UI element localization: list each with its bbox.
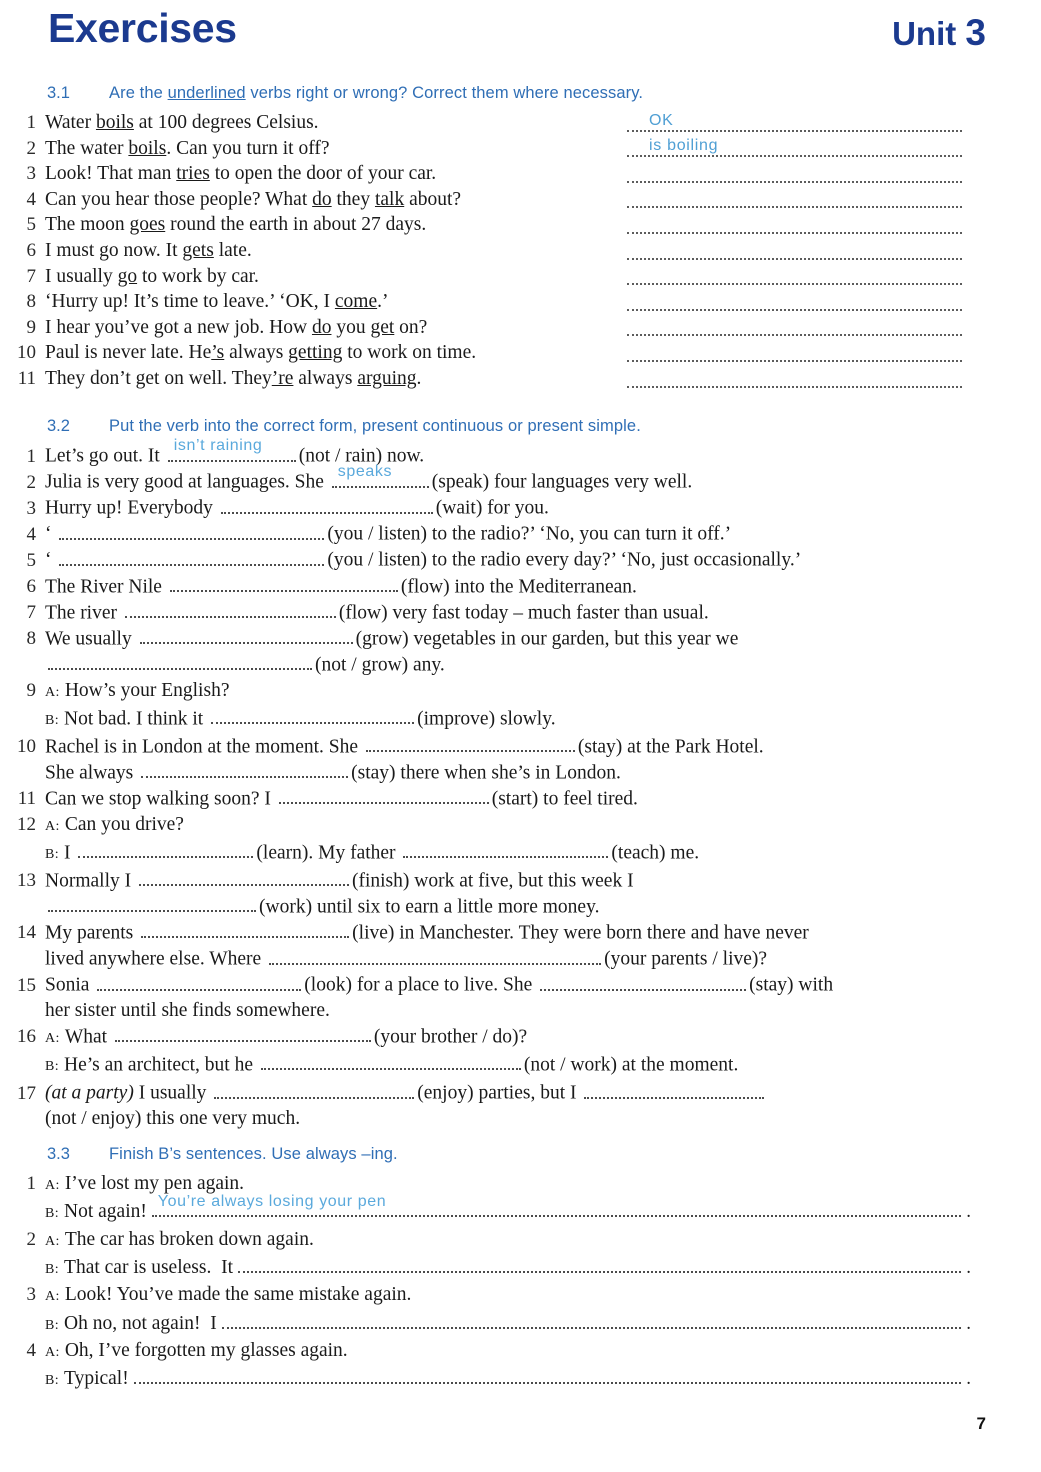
item-number: 10 — [17, 342, 36, 364]
item-sentence — [45, 136, 630, 162]
sentence-text: They don’t get on well. They — [45, 367, 272, 389]
sentence-text: Hurry up! Everybody — [45, 497, 218, 519]
item-number: 6 — [26, 576, 36, 598]
item-sentence — [45, 289, 630, 315]
sentence-text: . Can you turn it off? — [166, 137, 330, 159]
handwritten-answer: speaks — [337, 463, 393, 481]
instruction-part-1: Are the — [109, 84, 168, 102]
exercise-item — [0, 1227, 1041, 1255]
sentence-text: . — [416, 367, 422, 389]
exercise-item — [0, 521, 1041, 547]
answer-blank[interactable] — [540, 972, 746, 991]
sentence-text: round the earth in about 27 days. — [165, 214, 427, 236]
item-number: 12 — [17, 814, 36, 836]
answer-blank[interactable] — [170, 574, 398, 593]
sentence-text: ‘ — [45, 549, 57, 571]
sentence-text: her sister until she finds somewhere. — [45, 1000, 330, 1022]
sentence-text: I’ve lost my pen again. — [64, 1173, 245, 1194]
item-sentence — [45, 264, 630, 290]
item-number: 10 — [17, 736, 36, 758]
exercise-item — [0, 1282, 1041, 1310]
item-sentence — [45, 574, 993, 600]
item-number: 2 — [26, 471, 36, 493]
item-number: 1 — [26, 112, 36, 133]
sentence-text: ‘ — [45, 523, 57, 545]
item-number: 11 — [17, 788, 36, 810]
item-number: 1 — [26, 445, 36, 467]
item-number: 11 — [17, 367, 36, 389]
exercise-item-continuation — [0, 1052, 1041, 1080]
dialogue-line-b — [45, 1254, 971, 1282]
sentence-text: How’s your English? — [64, 679, 230, 701]
sentence-text: Can you drive? — [64, 814, 184, 836]
sentence-terminator: . — [966, 1312, 971, 1334]
item-sentence — [45, 340, 630, 366]
exercise-item-continuation — [0, 998, 1041, 1024]
answer-blank[interactable] — [403, 840, 608, 859]
exercise-item — [0, 1080, 1041, 1106]
dialogue-line-b — [45, 1366, 971, 1394]
answer-blank[interactable] — [584, 1080, 764, 1099]
sentence-text: (stay) at the Park Hotel. — [577, 736, 764, 758]
sentence-text: always — [293, 367, 358, 389]
exercise-item-continuation — [0, 946, 1041, 972]
item-number: 1 — [26, 1173, 36, 1194]
answer-blank[interactable] — [214, 1080, 414, 1099]
answer-blank[interactable] — [140, 626, 353, 645]
speaker-label: A: — [45, 819, 60, 835]
answer-blank-line[interactable] — [627, 110, 962, 136]
handwritten-answer: OK — [649, 111, 674, 129]
sentence-text: He’s an architect, but he — [64, 1054, 258, 1076]
underlined-verb: do — [312, 188, 332, 210]
sentence-text: (not / grow) any. — [315, 654, 445, 676]
underlined-verb: get — [370, 316, 395, 338]
exercise-item — [0, 600, 1041, 626]
speaker-label: A: — [45, 1031, 60, 1047]
sentence-text: (stay) there when she’s in London. — [351, 762, 621, 784]
answer-blank[interactable] — [59, 547, 324, 566]
underlined-verb: getting — [288, 342, 343, 364]
answer-blank[interactable] — [97, 972, 301, 991]
sentence-text: (look) for a place to live. She — [304, 974, 538, 996]
sentence-text: I usually — [133, 1082, 212, 1104]
exercise-3-1-heading — [0, 84, 1041, 103]
exercise-item — [0, 463, 1041, 495]
sentence-text: (flow) very fast today – much faster than usual. — [338, 602, 709, 624]
item-number: 5 — [26, 214, 36, 236]
item-sentence — [45, 436, 993, 469]
sentence-text: Oh no, not again! I — [64, 1312, 222, 1334]
exercise-item-continuation — [0, 894, 1041, 920]
item-sentence — [45, 212, 630, 238]
sentence-text: What — [64, 1026, 112, 1048]
handwritten-answer: isn’t raining — [173, 436, 263, 454]
exercise-3-2-heading — [0, 417, 1041, 436]
item-sentence — [45, 678, 993, 706]
answer-blank[interactable] — [141, 920, 349, 939]
sentence-text: ‘Hurry up! It’s time to leave.’ ‘OK, I — [45, 291, 335, 313]
speaker-label: B: — [45, 847, 60, 863]
sentence-text: you — [331, 316, 371, 338]
sentence-text: Look! That man — [45, 163, 177, 185]
sentence-text: Can we stop walking soon? I — [45, 788, 276, 810]
item-sentence — [45, 894, 993, 920]
speaker-label: B: — [45, 1059, 60, 1075]
sentence-text: always — [224, 342, 289, 364]
sentence-text: (teach) me. — [611, 842, 700, 864]
underlined-verb: come — [334, 291, 378, 313]
sentence-text: The moon — [45, 214, 130, 236]
exercise-3-3-items — [0, 1171, 1041, 1394]
unit-label — [892, 14, 986, 51]
underlined-verb: gets — [182, 239, 214, 261]
sentence-text: (not / work) at the moment. — [523, 1054, 739, 1076]
exercise-3-1-items — [0, 110, 1041, 392]
answer-blank-line[interactable] — [627, 366, 962, 392]
dialogue-line-b — [45, 1192, 971, 1227]
exercise-item — [0, 972, 1041, 998]
exercise-item — [0, 547, 1041, 573]
sentence-text: Can you hear those people? What — [45, 188, 313, 210]
underlined-verb: go — [117, 265, 138, 287]
sentence-text: (live) in Manchester. They were born there and have never — [352, 922, 809, 944]
sentence-text: Typical! — [64, 1368, 134, 1390]
sentence-text: on? — [394, 316, 428, 338]
item-sentence — [45, 366, 630, 392]
sentence-text: Normally I — [45, 870, 136, 892]
speaker-label: A: — [45, 1178, 60, 1193]
dialogue-line-a — [45, 1282, 971, 1310]
item-number: 3 — [26, 163, 36, 185]
item-number: 4 — [26, 188, 36, 210]
dialogue-line-a — [45, 1227, 971, 1255]
answer-blank[interactable] — [78, 840, 253, 859]
exercise-3-3-heading — [0, 1145, 1041, 1164]
sentence-text: to open the door of your car. — [209, 163, 437, 185]
item-sentence — [45, 238, 630, 264]
exercise-item — [0, 495, 1041, 521]
sentence-text: We usually — [45, 628, 137, 650]
exercise-item — [0, 868, 1041, 894]
answer-blank[interactable] — [48, 652, 312, 671]
answer-blank[interactable] — [261, 1052, 521, 1071]
item-sentence — [45, 760, 993, 786]
underlined-verb: ’re — [271, 367, 294, 389]
answer-blank[interactable] — [269, 946, 601, 965]
sentence-text: Not again! — [64, 1201, 152, 1223]
exercise-item-continuation — [0, 706, 1041, 734]
item-number: 4 — [26, 523, 36, 545]
page-number: 7 — [976, 1414, 986, 1433]
item-sentence — [45, 521, 993, 547]
item-number: 16 — [17, 1026, 36, 1048]
sentence-terminator: . — [966, 1368, 971, 1390]
instruction-underlined-word: underlined — [167, 84, 246, 102]
speaker-label: B: — [45, 1317, 60, 1333]
sentence-text: Julia is very good at languages. She — [45, 471, 329, 493]
exercise-3-3-instruction: Finish B’s sentences. Use always –ing. — [109, 1145, 398, 1163]
dialogue-line-b — [45, 1310, 971, 1338]
speaker-label: B: — [45, 1206, 60, 1222]
sentence-text: at 100 degrees Celsius. — [133, 112, 319, 133]
item-number: 8 — [26, 628, 36, 650]
speaker-label: A: — [45, 1345, 60, 1361]
exercise-item-continuation — [0, 1366, 1041, 1394]
item-sentence — [45, 1106, 993, 1132]
sentence-text: (improve) slowly. — [417, 708, 556, 730]
exercise-3-1 — [0, 84, 1041, 392]
sentence-text: Look! You’ve made the same mistake again. — [64, 1284, 412, 1306]
sentence-text: (stay) with — [749, 974, 834, 996]
answer-blank-line[interactable] — [627, 238, 962, 264]
exercise-3-2-items — [0, 436, 1041, 1132]
exercise-item-continuation — [0, 1254, 1041, 1282]
exercise-3-3 — [0, 1145, 1041, 1394]
exercise-3-3-number: 3.3 — [47, 1145, 70, 1163]
sentence-text: (wait) for you. — [435, 497, 549, 519]
item-number: 6 — [26, 239, 36, 261]
exercise-item — [0, 436, 1041, 469]
answer-blank[interactable] — [59, 521, 324, 540]
item-number: 9 — [26, 316, 36, 338]
sentence-text: Rachel is in London at the moment. She — [45, 736, 363, 758]
item-sentence — [45, 315, 630, 341]
underlined-verb: goes — [129, 214, 166, 236]
speaker-label: A: — [45, 1289, 60, 1305]
exercise-item — [0, 920, 1041, 946]
sentence-text: Paul is never late. He — [45, 342, 212, 364]
exercise-item-continuation — [0, 652, 1041, 678]
item-sentence — [45, 1052, 993, 1080]
item-sentence — [45, 786, 993, 812]
answer-blank[interactable] — [139, 868, 349, 887]
item-sentence — [45, 547, 993, 573]
exercise-item — [0, 1171, 1041, 1199]
sentence-text: I — [64, 842, 76, 864]
item-number: 2 — [26, 1228, 36, 1250]
underlined-verb: do — [311, 316, 332, 338]
sentence-text: (your brother / do)? — [373, 1026, 528, 1048]
item-number: 7 — [26, 265, 36, 287]
sentence-text: (not / enjoy) this one very much. — [45, 1108, 301, 1130]
sentence-text: to work on time. — [342, 342, 477, 364]
exercise-item — [0, 734, 1041, 760]
sentence-text: My parents — [45, 922, 139, 944]
handwritten-answer: You’re always losing your pen — [157, 1192, 387, 1210]
exercise-item — [0, 574, 1041, 600]
speaker-label: B: — [45, 1373, 60, 1389]
sentence-text: That car is useless. It — [64, 1256, 238, 1278]
item-number: 3 — [26, 1284, 36, 1306]
item-sentence — [45, 734, 993, 760]
sentence-text: The car has broken down again. — [64, 1228, 314, 1250]
sentence-text: I hear you’ve got a new job. How — [45, 316, 312, 338]
exercise-item-continuation — [0, 1192, 1041, 1227]
sentence-text: (not / rain) now. — [298, 445, 425, 467]
sentence-text: late. — [213, 239, 252, 261]
exercise-item — [0, 786, 1041, 812]
sentence-text: (grow) vegetables in our garden, but this year we — [355, 628, 739, 650]
answer-blank[interactable] — [168, 436, 296, 462]
sentence-text: Oh, I’ve forgotten my glasses again. — [64, 1340, 348, 1362]
speaker-label: B: — [45, 713, 60, 729]
answer-blank-line[interactable] — [627, 340, 962, 366]
answer-blank[interactable] — [134, 1366, 962, 1385]
dialogue-line-a — [45, 1338, 971, 1366]
item-sentence — [45, 187, 630, 213]
exercise-item-continuation — [0, 1310, 1041, 1338]
sentence-terminator: . — [966, 1256, 971, 1278]
sentence-text: The River Nile — [45, 576, 167, 598]
item-number: 15 — [17, 974, 36, 996]
answer-blank-line[interactable] — [627, 161, 962, 187]
item-number: 4 — [26, 1340, 36, 1362]
unit-number: 3 — [965, 12, 986, 53]
item-sentence — [45, 161, 630, 187]
exercise-item-continuation — [0, 840, 1041, 868]
item-sentence — [45, 495, 993, 521]
speaker-label: A: — [45, 684, 60, 700]
page-header — [48, 5, 986, 68]
item-sentence — [45, 972, 993, 998]
handwritten-answer: is boiling — [649, 137, 719, 155]
exercise-item-continuation — [0, 760, 1041, 786]
item-sentence — [45, 946, 993, 972]
speaker-label: A: — [45, 1233, 60, 1249]
sentence-text: (enjoy) parties, but I — [417, 1082, 582, 1104]
item-sentence — [45, 840, 993, 868]
answer-blank[interactable] — [125, 600, 336, 619]
answer-blank[interactable] — [221, 495, 433, 514]
exercise-item — [0, 812, 1041, 840]
item-sentence — [45, 920, 993, 946]
exercise-item — [0, 1024, 1041, 1052]
answer-blank[interactable] — [279, 786, 489, 805]
exercise-item — [0, 1338, 1041, 1366]
sentence-text: (you / listen) to the radio?’ ‘No, you can turn it off.’ — [327, 523, 732, 545]
sentence-text: (you / listen) to the radio every day?’ ‘No, just occasionally.’ — [327, 549, 802, 571]
sentence-text: (learn). My father — [256, 842, 401, 864]
answer-blank[interactable] — [211, 706, 414, 725]
item-number: 8 — [26, 291, 36, 313]
sentence-text: The river — [45, 602, 122, 624]
item-sentence — [45, 1024, 993, 1052]
item-number: 13 — [17, 870, 36, 892]
sentence-text: about? — [404, 188, 462, 210]
item-sentence — [45, 626, 993, 652]
item-number: 14 — [17, 922, 36, 944]
item-sentence — [45, 1080, 993, 1106]
answer-blank[interactable] — [222, 1310, 962, 1329]
sentence-text: (speak) four languages very well. — [431, 471, 693, 493]
answer-blank[interactable] — [332, 463, 429, 488]
sentence-text: (your parents / live)? — [604, 948, 768, 970]
underlined-verb: tries — [176, 163, 210, 185]
answer-blank-line[interactable] — [627, 187, 962, 213]
item-sentence — [45, 600, 993, 626]
sentence-text: I usually — [45, 265, 118, 287]
exercise-item-continuation — [0, 1106, 1041, 1132]
answer-blank[interactable] — [48, 894, 256, 913]
item-number: 9 — [26, 679, 36, 701]
answer-blank[interactable] — [238, 1254, 961, 1273]
exercise-3-2-instruction: Put the verb into the correct form, present continuous or present simple. — [109, 417, 641, 435]
sentence-terminator: . — [966, 1201, 971, 1223]
sentence-text: (flow) into the Mediterranean. — [400, 576, 637, 598]
item-sentence — [45, 463, 993, 495]
sentence-text: Water — [45, 112, 96, 133]
item-sentence — [45, 110, 630, 136]
instruction-part-2: verbs right or wrong? Correct them where necessary. — [245, 84, 644, 102]
speaker-label: B: — [45, 1261, 60, 1277]
sentence-text: to work by car. — [137, 265, 259, 287]
answer-blank-line[interactable] — [627, 264, 962, 290]
sentence-text: She always — [45, 762, 139, 784]
item-sentence — [45, 998, 993, 1024]
sentence-text: Not bad. I think it — [64, 708, 209, 730]
sentence-text: (work) until six to earn a little more money. — [259, 896, 600, 918]
sentence-text: I must go now. It — [45, 239, 183, 261]
exercise-3-2 — [0, 417, 1041, 1132]
underlined-verb: ’s — [211, 342, 225, 364]
sentence-text: .’ — [377, 291, 389, 313]
sentence-text: Let’s go out. It — [45, 445, 165, 467]
item-sentence — [45, 812, 993, 840]
answer-blank[interactable] — [141, 760, 348, 779]
unit-word: Unit — [892, 15, 957, 52]
item-number: 2 — [26, 137, 36, 159]
underlined-verb: arguing — [357, 367, 417, 389]
item-sentence — [45, 652, 993, 678]
item-number: 5 — [26, 549, 36, 571]
sentence-text: they — [331, 188, 375, 210]
page-title: Exercises — [48, 5, 237, 51]
item-sentence — [45, 706, 993, 734]
sentence-text: lived anywhere else. Where — [45, 948, 267, 970]
exercise-3-1-number: 3.1 — [47, 84, 70, 102]
underlined-verb: boils — [128, 137, 167, 159]
answer-blank-line[interactable] — [627, 315, 962, 341]
sentence-text: Sonia — [45, 974, 95, 996]
exercise-3-2-number: 3.2 — [47, 417, 70, 435]
sentence-text: (start) to feel tired. — [491, 788, 638, 810]
item-sentence — [45, 868, 993, 894]
answer-blank-line[interactable] — [627, 136, 962, 162]
item-number: 7 — [26, 602, 36, 624]
exercise-3-1-answer-column — [627, 110, 962, 392]
italic-cue: (at a party) — [45, 1082, 134, 1104]
exercise-item — [0, 678, 1041, 706]
underlined-verb: talk — [374, 188, 405, 210]
underlined-verb: boils — [95, 112, 134, 133]
answer-blank-line[interactable] — [627, 212, 962, 238]
exercise-item — [0, 626, 1041, 652]
item-number: 3 — [26, 497, 36, 519]
answer-blank[interactable] — [366, 734, 575, 753]
sentence-text: The water — [45, 137, 129, 159]
answer-blank[interactable] — [152, 1192, 961, 1218]
sentence-text: (finish) work at five, but this week I — [351, 870, 634, 892]
exercise-3-1-instruction — [109, 84, 643, 103]
answer-blank-line[interactable] — [627, 289, 962, 315]
answer-blank[interactable] — [115, 1024, 371, 1043]
item-number: 17 — [17, 1082, 36, 1104]
